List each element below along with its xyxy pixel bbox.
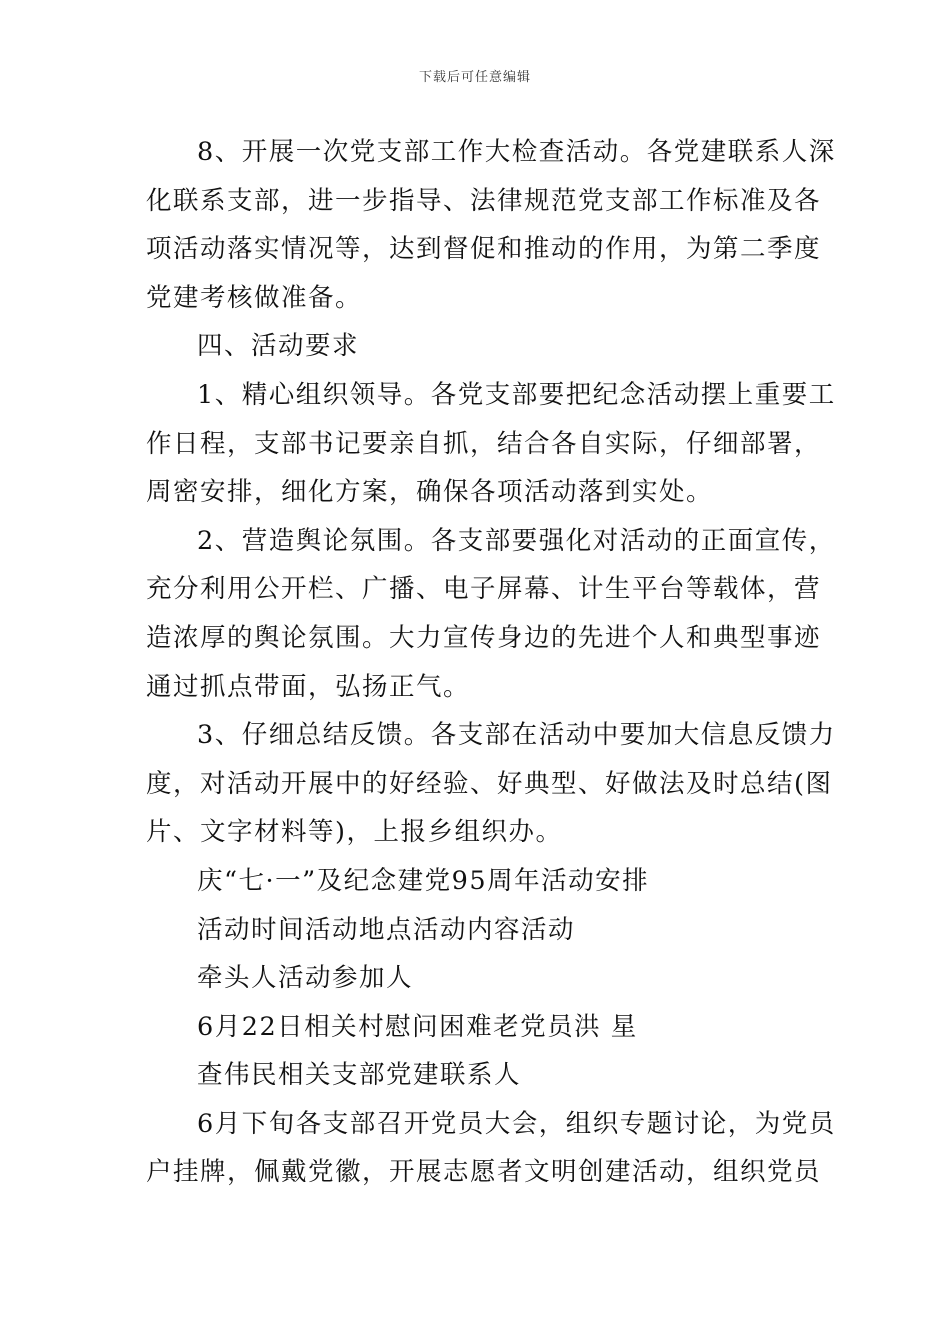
text-line: 度，对活动开展中的好经验、好典型、好做法及时总结(图 [146,768,833,799]
text-line: 8、开展一次党支部工作大检查活动。各党建联系人深 [197,137,836,167]
text-line: 周密安排，细化方案，确保各项活动落到实处。 [146,477,714,508]
text-line: 党建考核做准备。 [146,282,363,313]
text-line: 牵头人活动参加人 [197,963,414,994]
text-line: 造浓厚的舆论氛围。大力宣传身边的先进个人和典型事迹 [146,622,822,653]
text-line: 户挂牌，佩戴党徽，开展志愿者文明创建活动，组织党员 [146,1157,822,1188]
text-line: 片、文字材料等)，上报乡组织办。 [146,817,563,848]
text-line: 6月22日相关村慰问困难老党员洪 星 [197,1011,638,1042]
text-line: 活动时间活动地点活动内容活动 [197,914,576,945]
text-line: 查伟民相关支部党建联系人 [197,1060,522,1091]
text-line: 2、营造舆论氛围。各支部要强化对活动的正面宣传， [197,525,836,556]
text-line: 3、仔细总结反馈。各支部在活动中要加大信息反馈力 [197,720,836,751]
text-line: 充分利用公开栏、广播、电子屏幕、计生平台等载体，营 [146,574,822,605]
text-line: 四、活动要求 [197,331,360,362]
text-line: 化联系支部，进一步指导、法律规范党支部工作标准及各 [146,185,822,216]
text-line: 作日程，支部书记要亲自抓，结合各自实际，仔细部署， [146,428,822,459]
text-line: 通过抓点带面，弘扬正气。 [146,671,471,702]
text-line: 1、精心组织领导。各党支部要把纪念活动摆上重要工 [197,379,836,410]
document-body [146,128,836,1197]
page-header-note: 下载后可任意编辑 [418,70,531,85]
text-line: 庆“七·一”及纪念建党95周年活动安排 [197,865,650,896]
text-line: 项活动落实情况等，达到督促和推动的作用，为第二季度 [146,234,822,265]
text-line: 6月下旬各支部召开党员大会，组织专题讨论，为党员 [197,1108,836,1139]
